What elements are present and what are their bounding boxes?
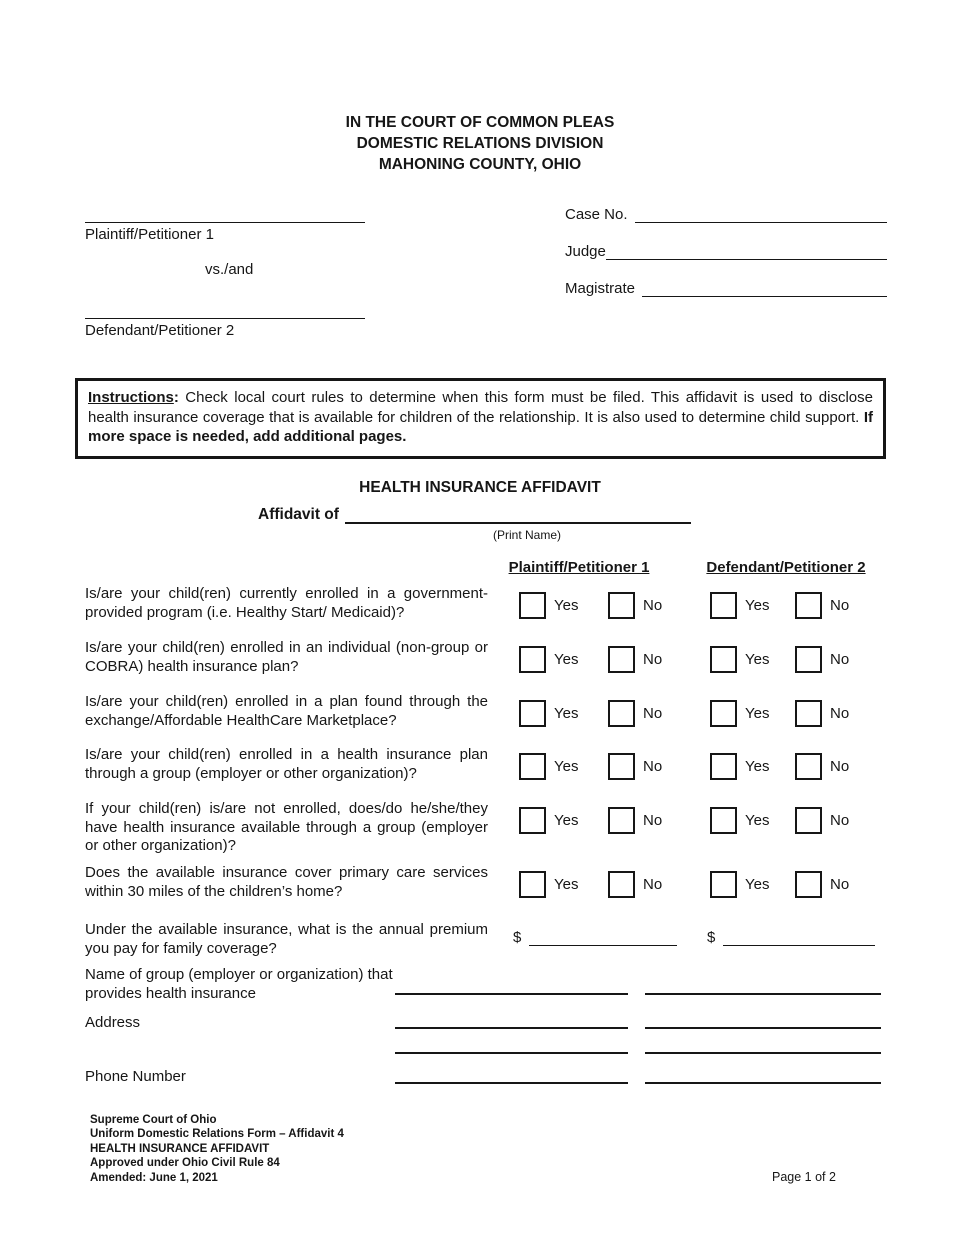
q6-plaintiff-yes-checkbox[interactable]: [519, 871, 546, 898]
address-label: Address: [85, 1014, 141, 1031]
q5-defendant-yes-label: Yes: [745, 812, 770, 829]
form-title: HEALTH INSURANCE AFFIDAVIT: [359, 479, 601, 496]
q1-defendant-no-checkbox[interactable]: [795, 592, 822, 619]
q4-defendant-no-label: No: [830, 758, 850, 775]
q4-plaintiff-no-label: No: [643, 758, 663, 775]
defendant-name-line[interactable]: [85, 318, 365, 319]
q1-defendant-yes-label: Yes: [745, 597, 770, 614]
q2-defendant-no-label: No: [830, 651, 850, 668]
q5-plaintiff-yes-checkbox[interactable]: [519, 807, 546, 834]
magistrate-field[interactable]: [642, 280, 887, 297]
judge-row: [565, 243, 887, 260]
q3-plaintiff-no-checkbox[interactable]: [608, 700, 635, 727]
q5-plaintiff-no-checkbox[interactable]: [608, 807, 635, 834]
magistrate-label: Magistrate: [565, 280, 636, 297]
q3-plaintiff-yes-label: Yes: [554, 705, 579, 722]
footer-line-1: Supreme Court of Ohio: [90, 1114, 217, 1126]
q2-defendant-yes-label: Yes: [745, 651, 770, 668]
q3-defendant-no-checkbox[interactable]: [795, 700, 822, 727]
form-footer: [90, 1113, 344, 1185]
footer-line-4: Approved under Ohio Civil Rule 84: [90, 1157, 280, 1170]
footer-line-3: HEALTH INSURANCE AFFIDAVIT: [90, 1142, 270, 1155]
magistrate-row: [565, 280, 887, 297]
q2-plaintiff-yes-label: Yes: [554, 651, 579, 668]
instructions-colon: :: [173, 389, 179, 406]
plaintiff-address-field-2[interactable]: [395, 1052, 628, 1054]
question-text-1: Is/are your child(ren) currently enrolled in a government-provided program (i.e. Healthy Start/ Medicaid)?: [85, 585, 488, 621]
q5-plaintiff-no-label: No: [643, 812, 663, 829]
q2-defendant-no-checkbox[interactable]: [795, 646, 822, 673]
q5-plaintiff-yes-label: Yes: [554, 812, 579, 829]
plaintiff-address-field[interactable]: [395, 1027, 628, 1029]
footer-line-5: Amended: June 1, 2021: [90, 1171, 218, 1184]
q6-plaintiff-no-checkbox[interactable]: [608, 871, 635, 898]
plaintiff-premium-field[interactable]: [529, 929, 677, 946]
q1-defendant-no-label: No: [830, 597, 850, 614]
q2-plaintiff-yes-checkbox[interactable]: [519, 646, 546, 673]
q3-plaintiff-no-label: No: [643, 705, 663, 722]
q5-defendant-no-label: No: [830, 812, 850, 829]
defendant-phone-field[interactable]: [645, 1082, 881, 1084]
column-header-plaintiff: Plaintiff/Petitioner 1: [508, 559, 650, 576]
question-text-3: Is/are your child(ren) enrolled in a plan found through the exchange/Affordable HealthCare Marketplace?: [85, 693, 488, 729]
q4-plaintiff-yes-checkbox[interactable]: [519, 753, 546, 780]
q4-plaintiff-yes-label: Yes: [554, 758, 579, 775]
judge-field[interactable]: [606, 243, 887, 260]
defendant-address-field[interactable]: [645, 1027, 881, 1029]
case-no-row: [565, 206, 887, 223]
q6-defendant-yes-checkbox[interactable]: [710, 871, 737, 898]
print-name-hint: (Print Name): [492, 528, 561, 542]
q4-plaintiff-no-checkbox[interactable]: [608, 753, 635, 780]
court-county: MAHONING COUNTY, OHIO: [378, 156, 582, 173]
plaintiff-name-line[interactable]: [85, 222, 365, 223]
defendant-premium-field-group: [707, 929, 875, 946]
affidavit-of-row: [258, 505, 691, 524]
q3-defendant-no-label: No: [830, 705, 850, 722]
plaintiff-dollar-sign: $: [513, 929, 522, 946]
q3-defendant-yes-checkbox[interactable]: [710, 700, 737, 727]
q4-defendant-no-checkbox[interactable]: [795, 753, 822, 780]
affidavit-of-label: Affidavit of: [258, 506, 339, 523]
case-no-label: Case No.: [565, 206, 628, 223]
q6-defendant-no-checkbox[interactable]: [795, 871, 822, 898]
judge-label: Judge: [565, 243, 606, 260]
footer-line-2: Uniform Domestic Relations Form – Affidavit 4: [90, 1128, 344, 1141]
defendant-label: Defendant/Petitioner 2: [85, 322, 235, 339]
defendant-address-field-2[interactable]: [645, 1052, 881, 1054]
q6-plaintiff-yes-label: Yes: [554, 876, 579, 893]
question-text-5: If your child(ren) is/are not enrolled, does/do he/she/they have health insurance available through a group (employer or other organization)?: [85, 800, 488, 854]
q1-defendant-yes-checkbox[interactable]: [710, 592, 737, 619]
case-no-field[interactable]: [635, 206, 887, 223]
instructions-bold-note: If more space is needed, add additional pages.: [88, 408, 873, 445]
defendant-group-name-field[interactable]: [645, 993, 881, 995]
plaintiff-group-name-field[interactable]: [395, 993, 628, 995]
q5-defendant-no-checkbox[interactable]: [795, 807, 822, 834]
q3-plaintiff-yes-checkbox[interactable]: [519, 700, 546, 727]
q1-plaintiff-no-checkbox[interactable]: [608, 592, 635, 619]
instructions-heading: Instructions: [88, 389, 174, 406]
q6-defendant-no-label: No: [830, 876, 850, 893]
court-header: [0, 112, 960, 175]
defendant-dollar-sign: $: [707, 929, 716, 946]
q2-defendant-yes-checkbox[interactable]: [710, 646, 737, 673]
vs-label: vs./and: [205, 261, 254, 278]
q4-defendant-yes-label: Yes: [745, 758, 770, 775]
q6-defendant-yes-label: Yes: [745, 876, 770, 893]
instructions-box: [75, 378, 886, 459]
q1-plaintiff-no-label: No: [643, 597, 663, 614]
question-text-6: Does the available insurance cover primary care services within 30 miles of the children’s home?: [85, 864, 488, 900]
plaintiff-premium-field-group: [513, 929, 677, 946]
phone-label: Phone Number: [85, 1068, 186, 1085]
group-name-label: Name of group (employer or organization) that provides health insurance: [85, 966, 393, 1002]
court-division: DOMESTIC RELATIONS DIVISION: [356, 135, 604, 152]
premium-question-text: Under the available insurance, what is the annual premium you pay for family coverage?: [85, 921, 488, 957]
court-name: IN THE COURT OF COMMON PLEAS: [345, 114, 615, 131]
q3-defendant-yes-label: Yes: [745, 705, 770, 722]
affiant-name-field[interactable]: [345, 505, 691, 524]
question-text-2: Is/are your child(ren) enrolled in an individual (non-group or COBRA) health insurance plan?: [85, 639, 488, 675]
q5-defendant-yes-checkbox[interactable]: [710, 807, 737, 834]
defendant-premium-field[interactable]: [723, 929, 875, 946]
plaintiff-phone-field[interactable]: [395, 1082, 628, 1084]
q2-plaintiff-no-checkbox[interactable]: [608, 646, 635, 673]
column-header-defendant: Defendant/Petitioner 2: [706, 559, 866, 576]
page-number: Page 1 of 2: [772, 1170, 836, 1184]
q2-plaintiff-no-label: No: [643, 651, 663, 668]
q1-plaintiff-yes-checkbox[interactable]: [519, 592, 546, 619]
q6-plaintiff-no-label: No: [643, 876, 663, 893]
plaintiff-label: Plaintiff/Petitioner 1: [85, 226, 214, 243]
q4-defendant-yes-checkbox[interactable]: [710, 753, 737, 780]
q1-plaintiff-yes-label: Yes: [554, 597, 579, 614]
instructions-body: Check local court rules to determine when this form must be filed. This affidavit is used to disclose health insurance coverage that is available for children of the relationship. It is also used to determine child support.: [88, 389, 873, 426]
question-text-4: Is/are your child(ren) enrolled in a health insurance plan through a group (employer or other organization)?: [85, 746, 488, 782]
